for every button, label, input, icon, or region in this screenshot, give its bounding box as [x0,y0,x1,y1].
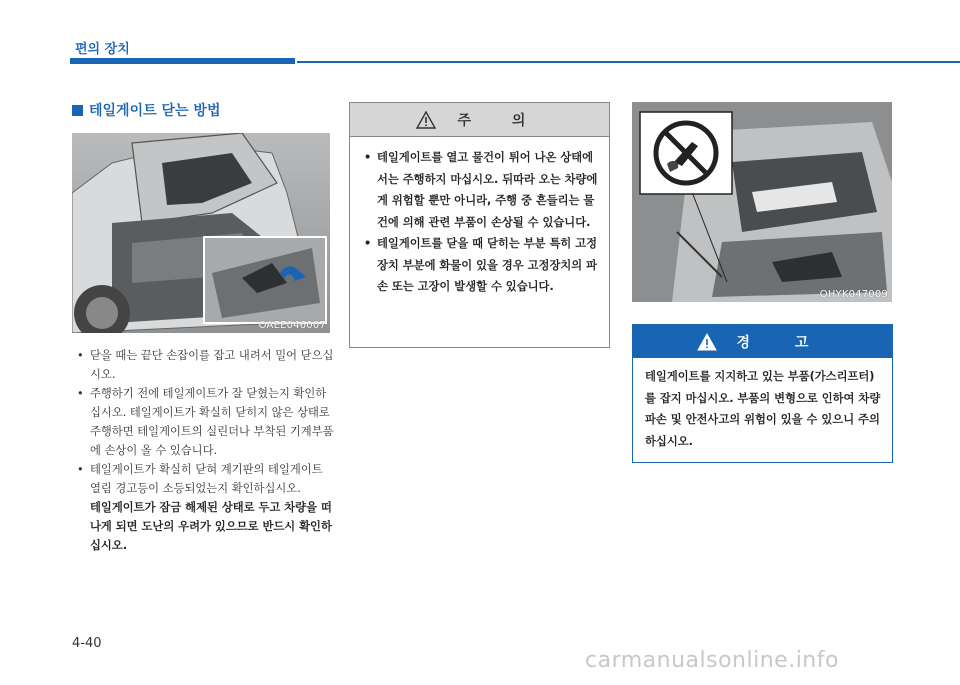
instruction-item: • 주행하기 전에 테일게이트가 잘 닫혔는지 확인하십시오. 테일게이트가 확실히 닫히지 않은 상태로 주행하면 테일게이트의 실린더나 부착된 기계부품에 손상이 올 수 있습니다. [75,384,337,460]
tailgate-closing-photo [72,133,330,333]
square-bullet-icon [72,105,83,116]
warning-title: 경 고 [736,334,829,351]
caution-list [350,137,609,298]
caution-item: • 테일게이트를 열고 물건이 튀어 나온 상태에서는 주행하지 마십시오. 뒤따라 오는 차량에게 위험할 뿐만 아니라, 주행 중 흔들리는 물건에 의해 관련 부품이 손상될 수 있습니다. [364,147,599,233]
header-rule-accent [70,58,295,64]
header-rule-line [297,61,960,63]
section-header-title: 편의 장치 [75,42,130,57]
important-note: 테일게이트가 잠금 해제된 상태로 두고 차량을 떠나게 되면 도난의 우려가 있으므로 반드시 확인하십시오. [90,501,332,552]
page-number: 4-40 [72,636,102,651]
figure-code: OAEE046007 [258,320,326,331]
section-title [72,100,220,120]
caution-box [349,102,610,348]
warning-triangle-icon [697,333,717,351]
figure-code: OHYK047009 [819,289,888,300]
warning-text: 테일게이트를 지지하고 있는 부품(가스리프터)를 잡지 마십시오. 부품의 변형으로 인하여 차량 파손 및 안전사고의 위험이 있을 수 있으니 주의하십시오. [645,370,881,448]
gas-lifter-illustration [632,102,892,302]
instruction-item: • 테일게이트가 확실히 닫혀 계기판의 테일게이트 열림 경고등이 소등되었는지 확인하십시오. [75,460,337,498]
gas-lifter-photo [632,102,892,302]
instruction-list [75,346,337,555]
section-title-text: 테일게이트 닫는 방법 [89,103,221,119]
instruction-item: • 닫을 때는 끝단 손잡이를 잡고 내려서 밀어 닫으십시오. [75,346,337,384]
caution-item: • 테일게이트를 닫을 때 닫히는 부분 특히 고정장치 부분에 화물이 있을 경우 고정장치의 파손 또는 고장이 발생할 수 있습니다. [364,233,599,298]
warning-triangle-icon [416,111,436,129]
warning-box [632,324,893,463]
caution-title: 주 의 [457,112,544,129]
watermark: carmanualsonline.info [585,648,839,673]
car-tailgate-illustration [72,133,330,333]
warning-header [633,325,892,358]
caution-header [350,103,609,137]
